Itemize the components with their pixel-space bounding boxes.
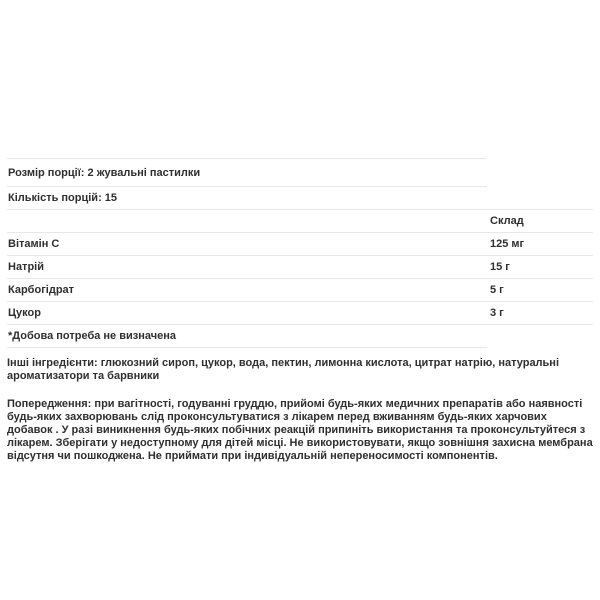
- warning-label: Попередження:: [7, 398, 92, 410]
- serving-size-row: [7, 158, 593, 186]
- nutrient-name: Натрій: [7, 255, 487, 278]
- nutrient-amount: 125 мг: [487, 232, 593, 255]
- nutrient-row: [7, 301, 593, 324]
- servings-count-empty-cell: [487, 186, 593, 209]
- nutrient-row: [7, 232, 593, 255]
- column-header-row: [7, 209, 593, 232]
- nutrient-amount: 3 г: [487, 301, 593, 324]
- serving-size-empty-cell: [487, 158, 593, 186]
- footnote-empty-cell: [487, 324, 593, 348]
- amount-column-header: Склад: [487, 209, 593, 232]
- serving-size-label: Розмір порції:: [8, 167, 85, 179]
- nutrient-row: [7, 255, 593, 278]
- warning-text: при вагітності, годуванні груддю, прийомі будь-яких медичних препаратів або наявності будь-яких захворювань слід проконсультуватися з лікарем перед вживанням будь-яких харчових добавок . У разі виникнення будь-яких побічних реакцій припиніть використання та проконсультуйтеся з лікарем. Зберігати у недоступному для дітей місці. Не використовувати, якщо зовнішня захисна мембрана відсутня чи пошкоджена. Не приймати при індивідуальній непереносимості компонентів.: [7, 398, 593, 462]
- servings-count-cell: [7, 186, 487, 209]
- nutrient-amount: 5 г: [487, 278, 593, 301]
- other-ingredients-text: глюкозний сироп, цукор, вода, пектин, лимонна кислота, цитрат натрію, натуральні ароматизатори та барвники: [7, 357, 560, 382]
- facts-table: [7, 158, 593, 348]
- servings-count-row: [7, 186, 593, 209]
- other-ingredients-paragraph: [7, 357, 593, 383]
- serving-size-value: 2 жувальні пастилки: [87, 167, 201, 179]
- column-header-empty-cell: [7, 209, 487, 232]
- footnote-row: [7, 324, 593, 348]
- supplement-facts-panel: [7, 158, 593, 463]
- servings-count-value: 15: [104, 192, 118, 204]
- other-ingredients-label: Інші інгредієнти:: [7, 357, 98, 369]
- nutrient-name: Цукор: [7, 301, 487, 324]
- serving-size-cell: [7, 158, 487, 186]
- nutrient-row: [7, 278, 593, 301]
- nutrient-name: Карбогідрат: [7, 278, 487, 301]
- daily-value-footnote: *Добова потреба не визначена: [7, 324, 487, 348]
- servings-count-label: Кількість порцій:: [8, 192, 102, 204]
- nutrient-name: Вітамін C: [7, 232, 487, 255]
- warning-paragraph: [7, 398, 593, 463]
- nutrient-amount: 15 г: [487, 255, 593, 278]
